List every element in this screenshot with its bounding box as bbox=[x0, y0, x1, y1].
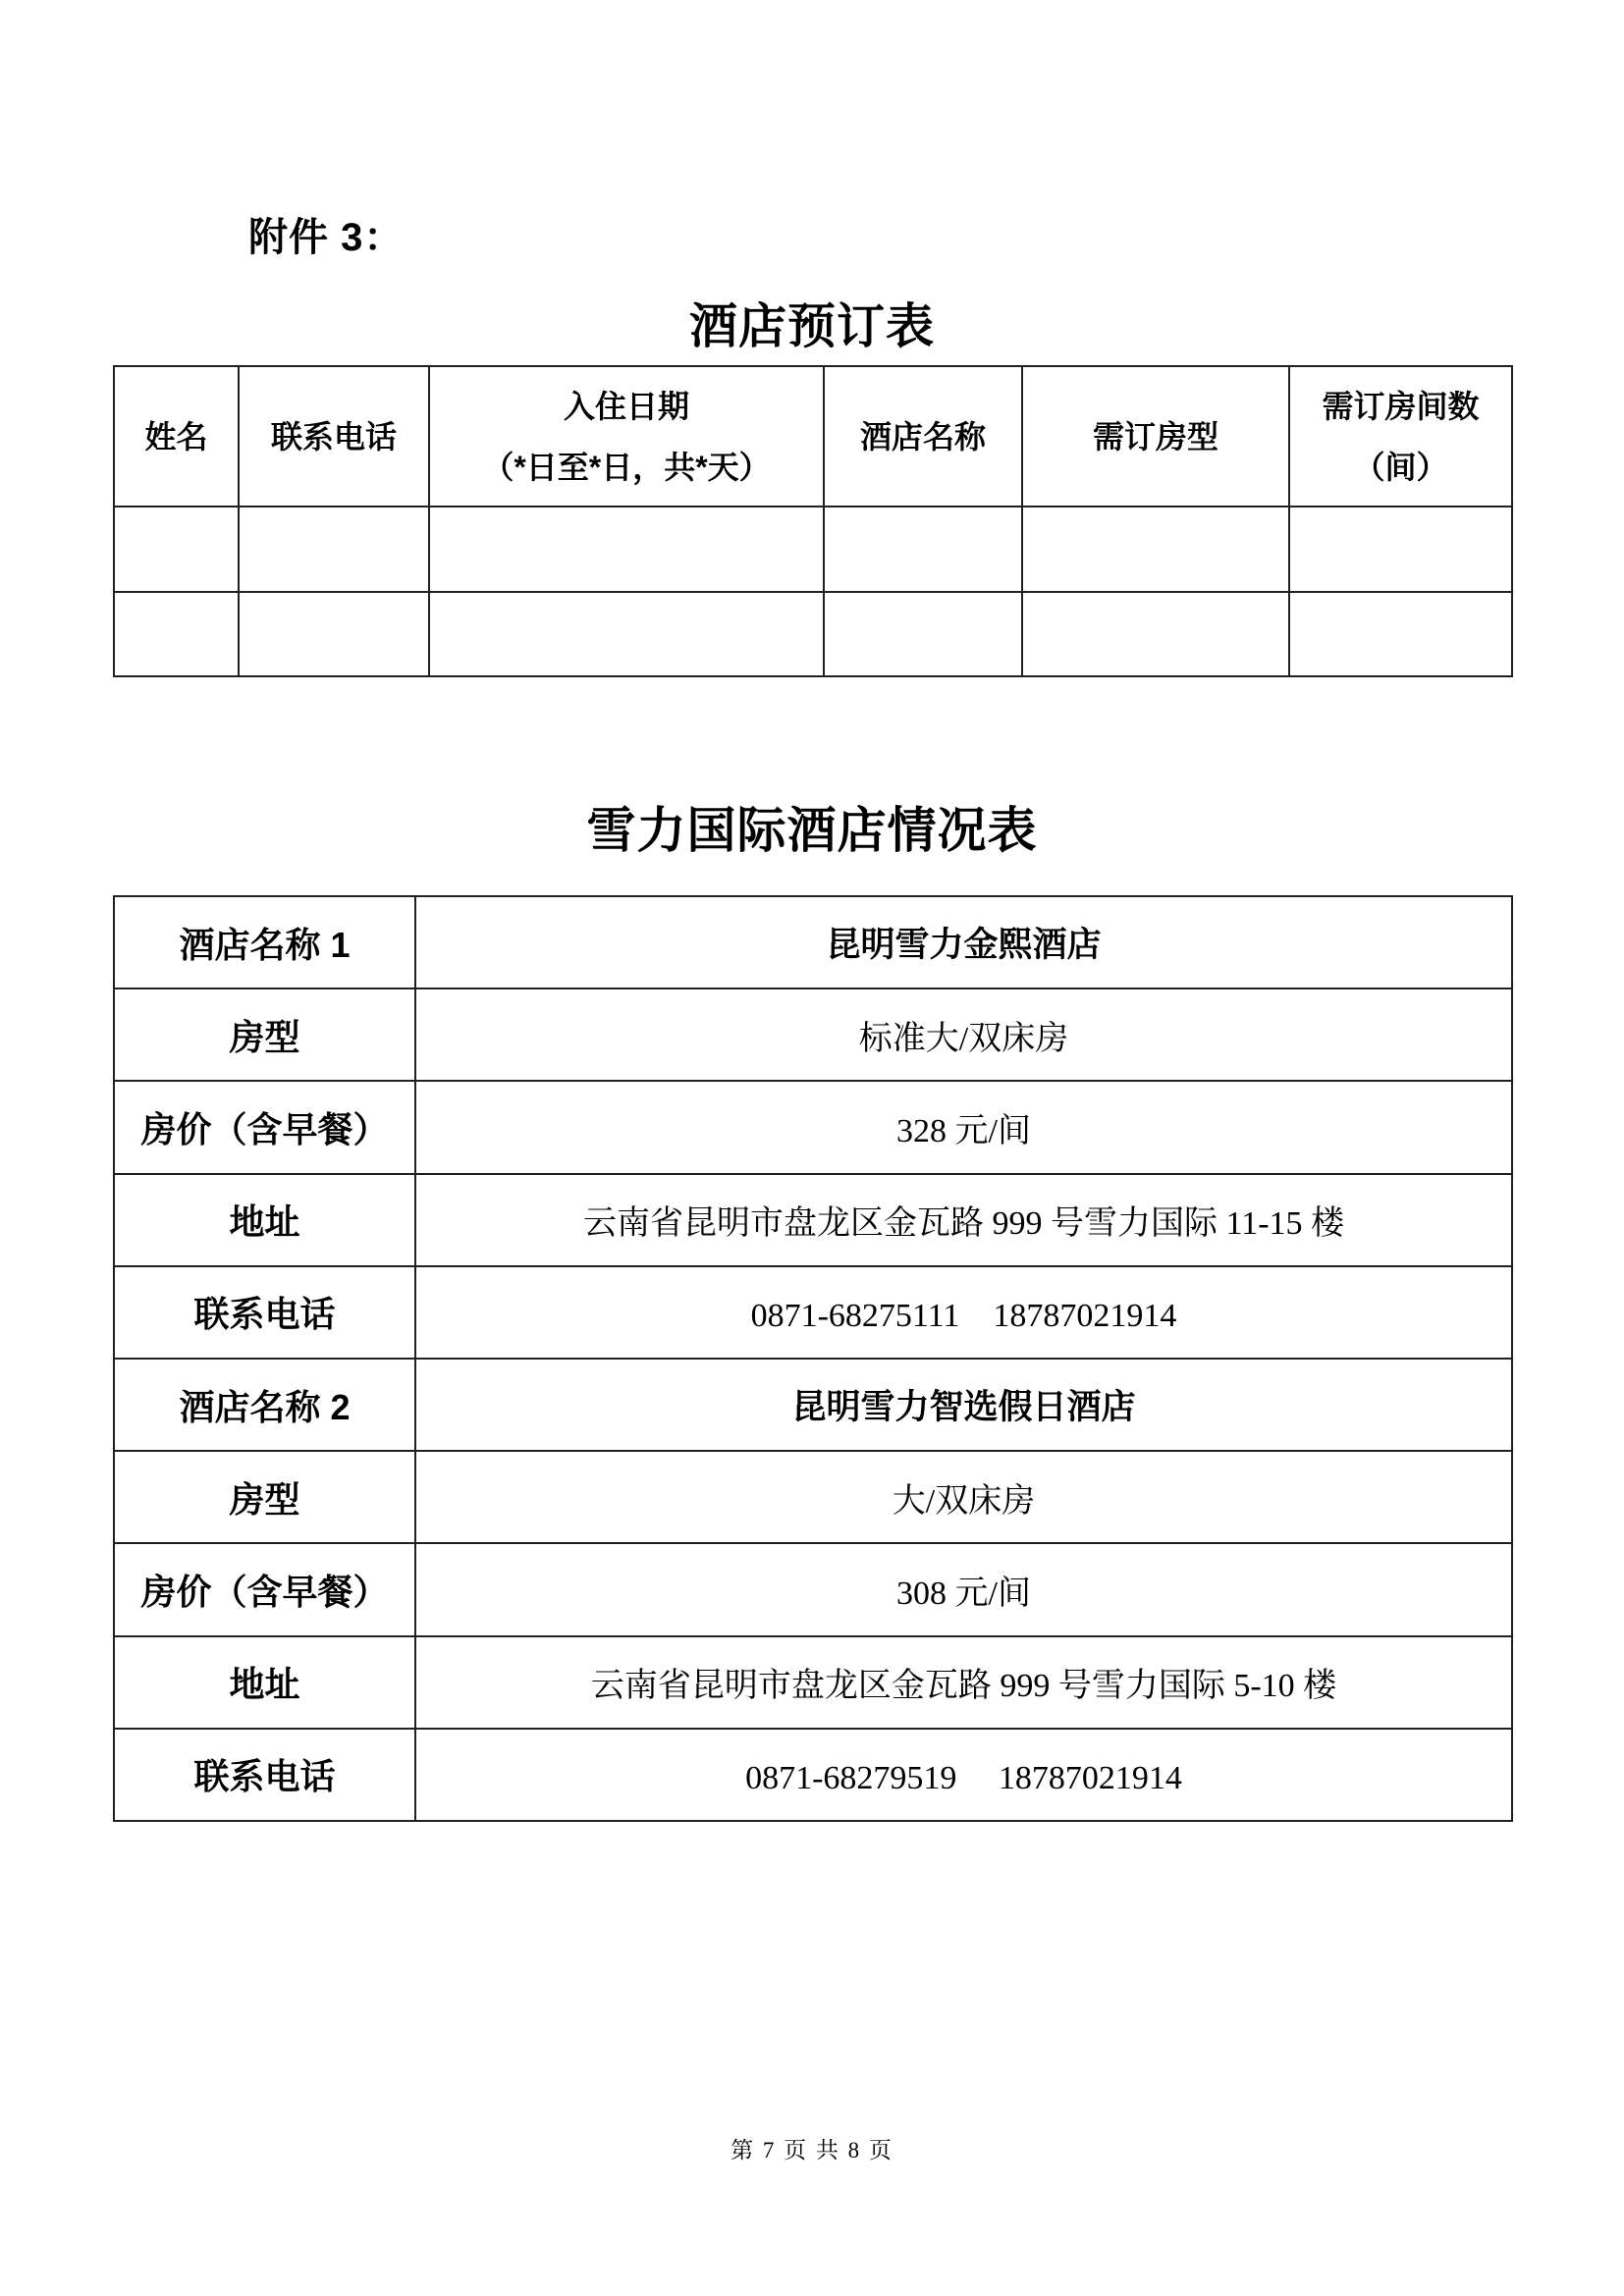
row-value-room-price-1: 328 元/间 bbox=[415, 1081, 1512, 1173]
empty-cell bbox=[239, 592, 429, 676]
header-cell-phone bbox=[239, 366, 429, 507]
table-row bbox=[114, 1081, 1512, 1173]
empty-cell bbox=[114, 592, 239, 676]
row-value-room-type-1: 标准大/双床房 bbox=[415, 988, 1512, 1081]
booking-empty-row bbox=[114, 507, 1512, 592]
table-row bbox=[114, 1359, 1512, 1451]
row-value-address-2: 云南省昆明市盘龙区金瓦路 999 号雪力国际 5-10 楼 bbox=[415, 1636, 1512, 1729]
header-cell-name bbox=[114, 366, 239, 507]
hotel-info-title: 雪力国际酒店情况表 bbox=[586, 803, 1038, 858]
header-cell-checkin-date bbox=[429, 366, 824, 507]
table-row bbox=[114, 1543, 1512, 1635]
row-label: 联系电话 bbox=[114, 1266, 415, 1359]
row-value-room-type-2: 大/双床房 bbox=[415, 1451, 1512, 1543]
booking-table bbox=[113, 365, 1513, 677]
table-row bbox=[114, 896, 1512, 988]
row-label: 酒店名称 1 bbox=[114, 896, 415, 988]
header-label: 需订房型 bbox=[1092, 418, 1218, 454]
header-label: 姓名 bbox=[144, 418, 208, 454]
table-row bbox=[114, 1266, 1512, 1359]
row-value-hotel-name-1: 昆明雪力金熙酒店 bbox=[415, 896, 1512, 988]
empty-cell bbox=[1022, 592, 1289, 676]
header-label: 联系电话 bbox=[270, 418, 397, 454]
booking-header-row bbox=[114, 366, 1512, 507]
row-label: 联系电话 bbox=[114, 1729, 415, 1821]
empty-cell bbox=[429, 592, 824, 676]
empty-cell bbox=[429, 507, 824, 592]
row-value-phone-2: 0871-68279519 18787021914 bbox=[415, 1729, 1512, 1821]
table-row bbox=[114, 988, 1512, 1081]
row-value-address-1: 云南省昆明市盘龙区金瓦路 999 号雪力国际 11-15 楼 bbox=[415, 1174, 1512, 1266]
row-value-room-price-2: 308 元/间 bbox=[415, 1543, 1512, 1635]
table-row bbox=[114, 1729, 1512, 1821]
row-value-phone-1: 0871-68275111 18787021914 bbox=[415, 1266, 1512, 1359]
empty-cell bbox=[114, 507, 239, 592]
attachment-label: 附件 3： bbox=[248, 216, 405, 259]
empty-cell bbox=[1022, 507, 1289, 592]
row-label: 地址 bbox=[114, 1636, 415, 1729]
row-label: 房价（含早餐） bbox=[114, 1081, 415, 1173]
header-label: 需订房间数 bbox=[1322, 388, 1480, 424]
header-cell-room-type bbox=[1022, 366, 1289, 507]
header-label-line2: （间） bbox=[1353, 449, 1448, 485]
empty-cell bbox=[1289, 592, 1512, 676]
row-label: 地址 bbox=[114, 1174, 415, 1266]
header-cell-room-count bbox=[1289, 366, 1512, 507]
booking-empty-row bbox=[114, 592, 1512, 676]
hotel-info-table bbox=[113, 895, 1513, 1822]
table-row bbox=[114, 1174, 1512, 1266]
row-label: 房型 bbox=[114, 988, 415, 1081]
row-label: 房价（含早餐） bbox=[114, 1543, 415, 1635]
empty-cell bbox=[824, 507, 1022, 592]
table-row bbox=[114, 1451, 1512, 1543]
row-value-hotel-name-2: 昆明雪力智选假日酒店 bbox=[415, 1359, 1512, 1451]
row-label: 房型 bbox=[114, 1451, 415, 1543]
empty-cell bbox=[1289, 507, 1512, 592]
table-row bbox=[114, 1636, 1512, 1729]
empty-cell bbox=[239, 507, 429, 592]
empty-cell bbox=[824, 592, 1022, 676]
header-label: 入住日期 bbox=[563, 388, 689, 424]
header-label: 酒店名称 bbox=[859, 418, 986, 454]
header-cell-hotel-name bbox=[824, 366, 1022, 507]
footer-page-number: 第 7 页 共 8 页 bbox=[731, 2138, 893, 2163]
booking-table-title: 酒店预订表 bbox=[688, 299, 935, 353]
header-label-line2: （*日至*日，共*天） bbox=[482, 449, 771, 485]
row-label: 酒店名称 2 bbox=[114, 1359, 415, 1451]
